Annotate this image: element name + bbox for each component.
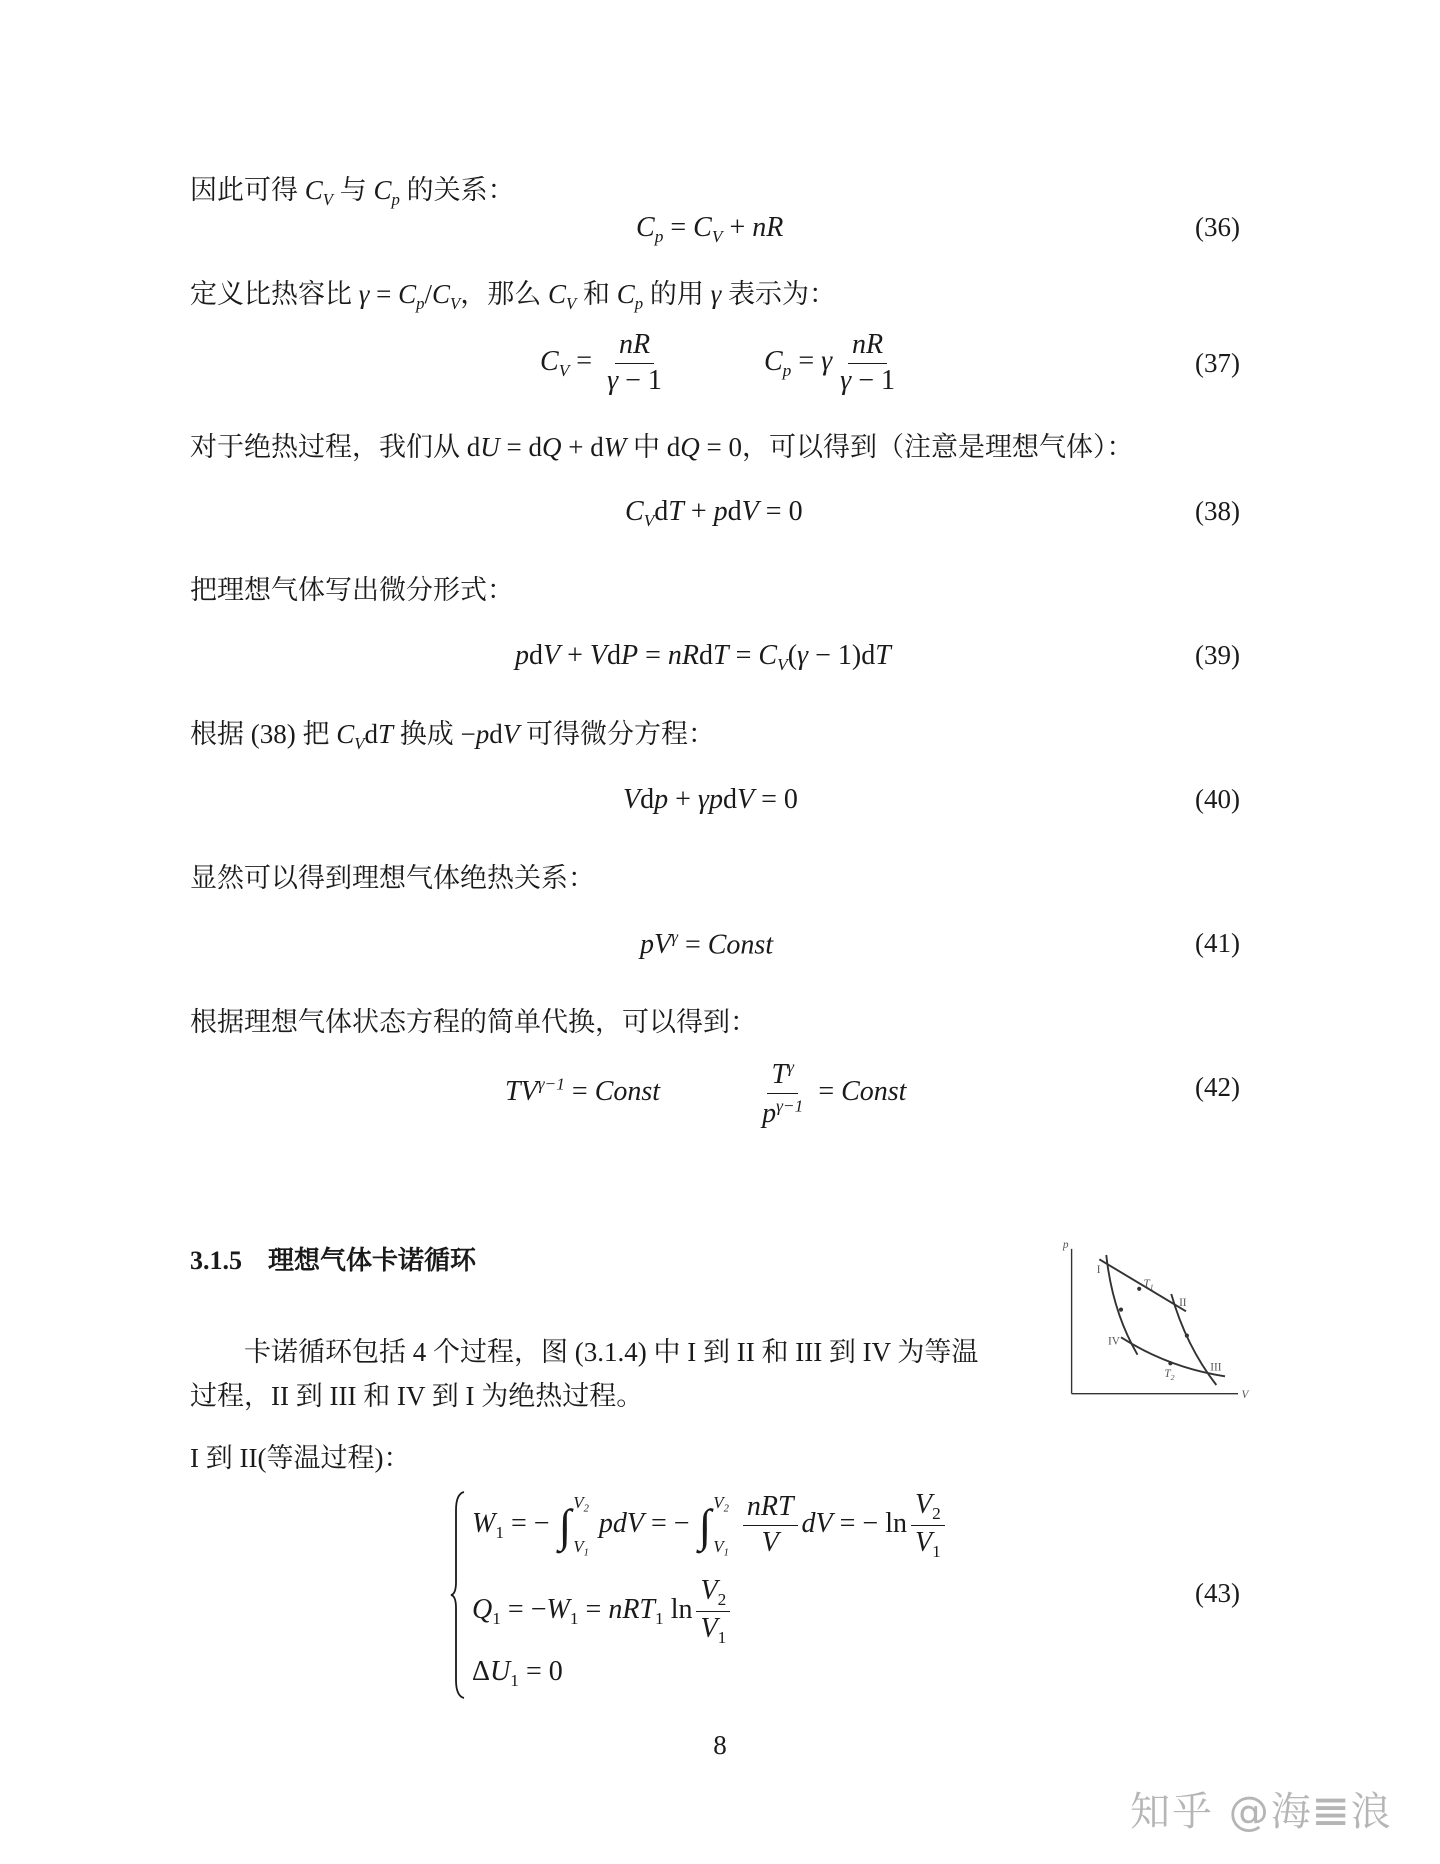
carnot-cycle-pv-diagram — [1030, 1215, 1290, 1425]
equation-37: $C_V$ = $\frac{nR}{\gamma - 1}$ $C_p = \gamma$ $\frac{nR}{\gamma - 1}$ — [540, 329, 895, 396]
axis-label-p: p — [1062, 1239, 1069, 1252]
isothermal-case-label: I 到 II(等温过程)： — [190, 1443, 411, 1473]
page-number: 8 — [713, 1730, 727, 1760]
paragraph-state-equation: 根据理想气体状态方程的简单代换，可以得到： — [190, 1007, 757, 1037]
equation-42: $TV^{\gamma-1}$ = Const $\frac{T^\gamma}{p^{\gamma-1}}$ = Const — [505, 1058, 907, 1129]
equation-40: Vdp + γpdV = 0 — [623, 784, 798, 815]
paragraph-substitution: 根据 (38) 把 $C_VdT$ 换成 −pdV 可得微分方程： — [190, 719, 715, 753]
equation-43-row-w1: $W_1$ = − ∫ $V_2$ $V_1$ pdV = − ∫ $V_2$ $V_1$ $\frac{\text{nRT}}{V}$ dV = − ln $\frac{V_2}{V_1}$ — [472, 1490, 949, 1561]
equation-number-40: (40) — [1195, 784, 1240, 814]
section-title: 理想气体卡诺循环 — [268, 1245, 477, 1275]
point-label-ii: II — [1179, 1297, 1187, 1310]
axis-label-v: V — [1241, 1389, 1249, 1401]
paragraph-cv-cp-relation: 因此可得 $C_V$ 与 $C_p$ 的关系： — [190, 175, 515, 209]
equation-number-43: (43) — [1195, 1578, 1240, 1608]
equation-38: $C_VdT$ + pdV = 0 — [625, 496, 803, 531]
section-number: 3.1.5 — [190, 1246, 242, 1275]
section-heading — [190, 1240, 476, 1277]
paragraph-adiabatic-process: 对于绝热过程，我们从 dU = dQ + dW 中 dQ = 0，可以得到（注意是理想气体）： — [190, 432, 1134, 462]
carnot-intro-paragraph: 卡诺循环包括 4 个过程，图 (3.1.4) 中 I 到 II 和 III 到 IV 为等温 过程，II 到 III 和 IV 到 I 为绝热过程。 — [190, 1337, 979, 1411]
label-t2: $T_2$ — [1164, 1368, 1175, 1382]
equation-41: $pV^\gamma$ = Const — [640, 928, 774, 961]
equation-39: pdV + VdP = nRdT = $C_V(\gamma - 1)dT$ — [515, 640, 891, 675]
zhihu-watermark: 知乎 @海𝌆浪 — [1130, 1789, 1393, 1835]
equation-number-39: (39) — [1195, 640, 1240, 670]
equation-number-37: (37) — [1195, 348, 1240, 378]
equation-number-42: (42) — [1195, 1072, 1240, 1102]
point-label-iv: IV — [1108, 1335, 1120, 1348]
equation-number-36: (36) — [1195, 212, 1240, 242]
equation-number-41: (41) — [1195, 928, 1240, 958]
left-brace — [450, 1490, 466, 1700]
equation-number-38: (38) — [1195, 496, 1240, 526]
equation-43-row-du1: $\Delta U_1 = 0$ — [472, 1656, 563, 1691]
equation-36: $C_p = C_V$ + nR — [636, 212, 784, 247]
isotherm-t1 — [1096, 1259, 1186, 1311]
point-label-i: I — [1096, 1264, 1101, 1277]
equation-43-row-q1: $Q_1 = -W_1 = nRT_1$ ln $\frac{V_2}{V_1}$ — [472, 1576, 734, 1647]
paragraph-gamma-definition: 定义比热容比 $\gamma = C_p/C_V$，那么 $C_V$ 和 $C_p$ 的用 γ 表示为： — [190, 279, 837, 313]
label-t1: $T_1$ — [1143, 1278, 1154, 1292]
equation-43 — [450, 1490, 1070, 1700]
paragraph-adiabatic-relation: 显然可以得到理想气体绝热关系： — [190, 863, 595, 893]
isotherm-t2 — [1121, 1337, 1225, 1376]
point-label-iii: III — [1210, 1361, 1222, 1374]
paragraph-differential-form: 把理想气体写出微分形式： — [190, 575, 514, 605]
